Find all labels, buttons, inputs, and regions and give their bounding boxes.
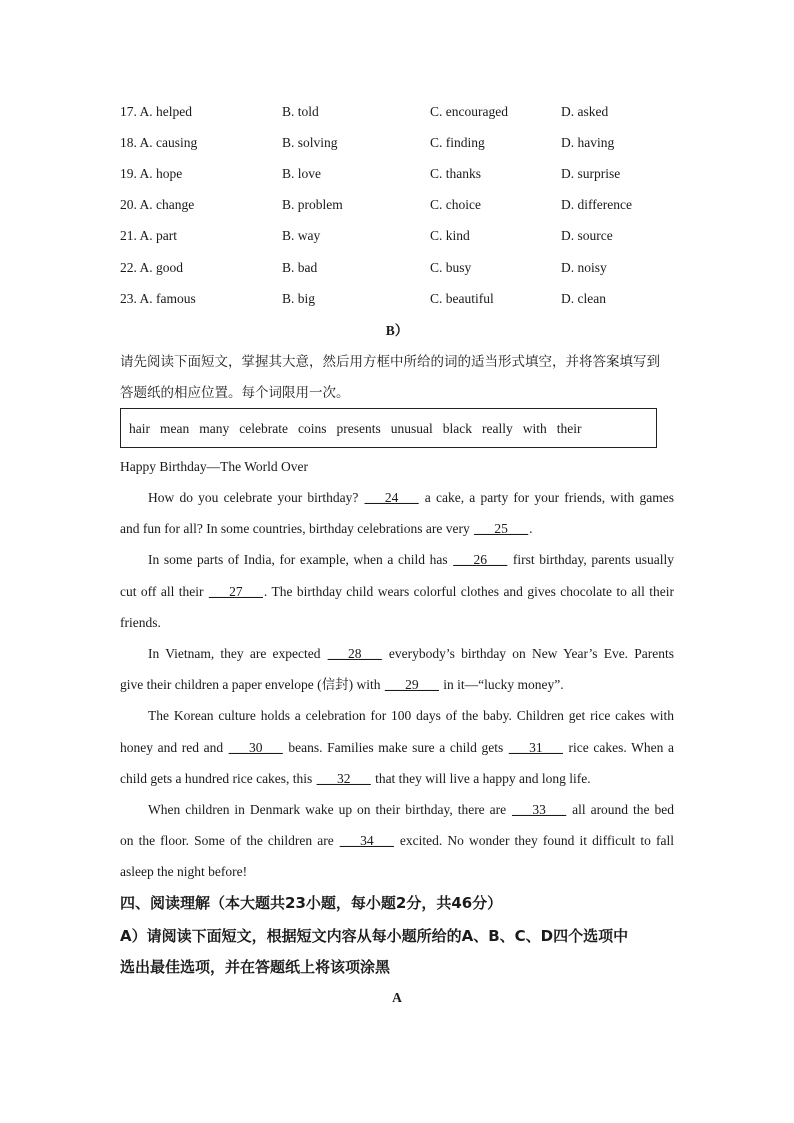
blank-34: ___34___	[339, 833, 394, 848]
option-c: C. busy	[430, 260, 472, 275]
option-a: 21. A. part	[120, 228, 177, 243]
option-d: D. source	[561, 228, 613, 243]
text: all around the bed	[567, 802, 674, 817]
text: in it—“lucky money”.	[439, 677, 564, 692]
blank-28: ___28___	[327, 646, 382, 661]
option-a: 22. A. good	[120, 260, 184, 275]
section-4-heading: 四、阅读理解（本大题共23小题，每小题2分，共46分）	[120, 894, 503, 912]
blank-32: ___32___	[316, 771, 371, 786]
text: first birthday, parents usually	[508, 552, 674, 567]
passage-line	[148, 550, 674, 570]
blank-33: ___33___	[512, 802, 567, 817]
option-b: B. problem	[282, 197, 343, 212]
text: that they will live a happy and long life.	[371, 771, 591, 786]
text: give their children a paper envelope (信封) with	[120, 677, 384, 692]
passage-line	[148, 800, 674, 820]
text: beans. Families make sure a child gets	[283, 740, 508, 755]
word-bank-item: celebrate	[239, 421, 288, 436]
option-b: B. solving	[282, 135, 338, 150]
passage-line	[120, 675, 674, 695]
passage-line	[120, 582, 674, 602]
option-d: D. asked	[561, 104, 609, 119]
option-d: D. surprise	[561, 166, 621, 181]
section-b-instruction-2: 答题纸的相应位置。每个词限用一次。	[120, 385, 350, 401]
text: honey and red and	[120, 740, 228, 755]
option-d: D. difference	[561, 197, 632, 212]
option-c: C. thanks	[430, 166, 482, 181]
option-c: C. encouraged	[430, 104, 508, 119]
text: . The birthday child wears colorful clothes and gives chocolate to all their	[263, 584, 674, 599]
word-bank-item: their	[556, 421, 582, 436]
blank-27: ___27___	[208, 584, 263, 599]
option-a: 18. A. causing	[120, 135, 198, 150]
word-bank-item: really	[481, 421, 513, 436]
option-c: C. choice	[430, 197, 481, 212]
passage-line	[148, 488, 674, 508]
section-b-heading: B）	[385, 323, 409, 338]
option-b: B. told	[282, 104, 319, 119]
option-c: C. beautiful	[430, 291, 494, 306]
option-b: B. bad	[282, 260, 318, 275]
option-c: C. kind	[430, 228, 470, 243]
option-a: 23. A. famous	[120, 291, 196, 306]
blank-29: ___29___	[384, 677, 439, 692]
option-d: D. having	[561, 135, 615, 150]
word-bank-item: unusual	[390, 421, 433, 436]
blank-25: ___25___	[474, 521, 529, 536]
blank-30: ___30___	[228, 740, 283, 755]
word-bank-item: black	[442, 421, 472, 436]
option-a: 17. A. helped	[120, 104, 192, 119]
passage-line	[120, 519, 674, 539]
passage-line	[120, 831, 674, 851]
word-bank-item: presents	[336, 421, 381, 436]
option-c: C. finding	[430, 135, 485, 150]
text: a cake, a party for your friends, with games	[419, 490, 674, 505]
text: excited. No wonder they found it difficult to fall	[394, 833, 674, 848]
passage-line: The Korean culture holds a celebration for 100 days of the baby. Children get rice cakes with	[148, 708, 674, 723]
text: rice cakes. When a	[563, 740, 674, 755]
section-4-instruction-1: A）请阅读下面短文，根据短文内容从每小题所给的A、B、C、D四个选项中	[120, 927, 629, 945]
blank-31: ___31___	[508, 740, 563, 755]
word-bank-item: mean	[160, 421, 190, 436]
option-b: B. love	[282, 166, 321, 181]
text: How do you celebrate your birthday?	[148, 490, 364, 505]
option-d: D. noisy	[561, 260, 607, 275]
word-bank-item: coins	[297, 421, 327, 436]
passage-title: Happy Birthday—The World Over	[120, 459, 308, 474]
text: everybody’s birthday on New Year’s Eve. Parents	[382, 646, 674, 661]
section-4-sub-heading: A	[392, 990, 402, 1005]
word-bank	[129, 419, 591, 439]
word-bank-box	[120, 408, 657, 448]
blank-26: ___26___	[453, 552, 508, 567]
text: cut off all their	[120, 584, 208, 599]
section-4-instruction-2: 选出最佳选项，并在答题纸上将该项涂黑	[120, 958, 391, 976]
text: on the floor. Some of the children are	[120, 833, 339, 848]
option-b: B. way	[282, 228, 321, 243]
passage-line	[120, 738, 674, 758]
word-bank-item: many	[199, 421, 230, 436]
section-b-instruction-1: 请先阅读下面短文，掌握其大意，然后用方框中所给的词的适当形式填空，并将答案填写到	[120, 354, 660, 370]
text: .	[529, 521, 533, 536]
word-bank-item: hair	[129, 421, 150, 436]
text: child gets a hundred rice cakes, this	[120, 771, 316, 786]
text: In Vietnam, they are expected	[148, 646, 327, 661]
passage-line: asleep the night before!	[120, 864, 248, 879]
passage-line	[148, 644, 674, 664]
text: In some parts of India, for example, when a child has	[148, 552, 453, 567]
text: When children in Denmark wake up on their birthday, there are	[148, 802, 512, 817]
text: and fun for all? In some countries, birthday celebrations are very	[120, 521, 474, 536]
option-b: B. big	[282, 291, 316, 306]
option-a: 19. A. hope	[120, 166, 183, 181]
passage-line: friends.	[120, 615, 161, 630]
passage-line	[120, 769, 674, 789]
word-bank-item: with	[522, 421, 547, 436]
blank-24: ___24___	[364, 490, 419, 505]
option-d: D. clean	[561, 291, 606, 306]
option-a: 20. A. change	[120, 197, 195, 212]
